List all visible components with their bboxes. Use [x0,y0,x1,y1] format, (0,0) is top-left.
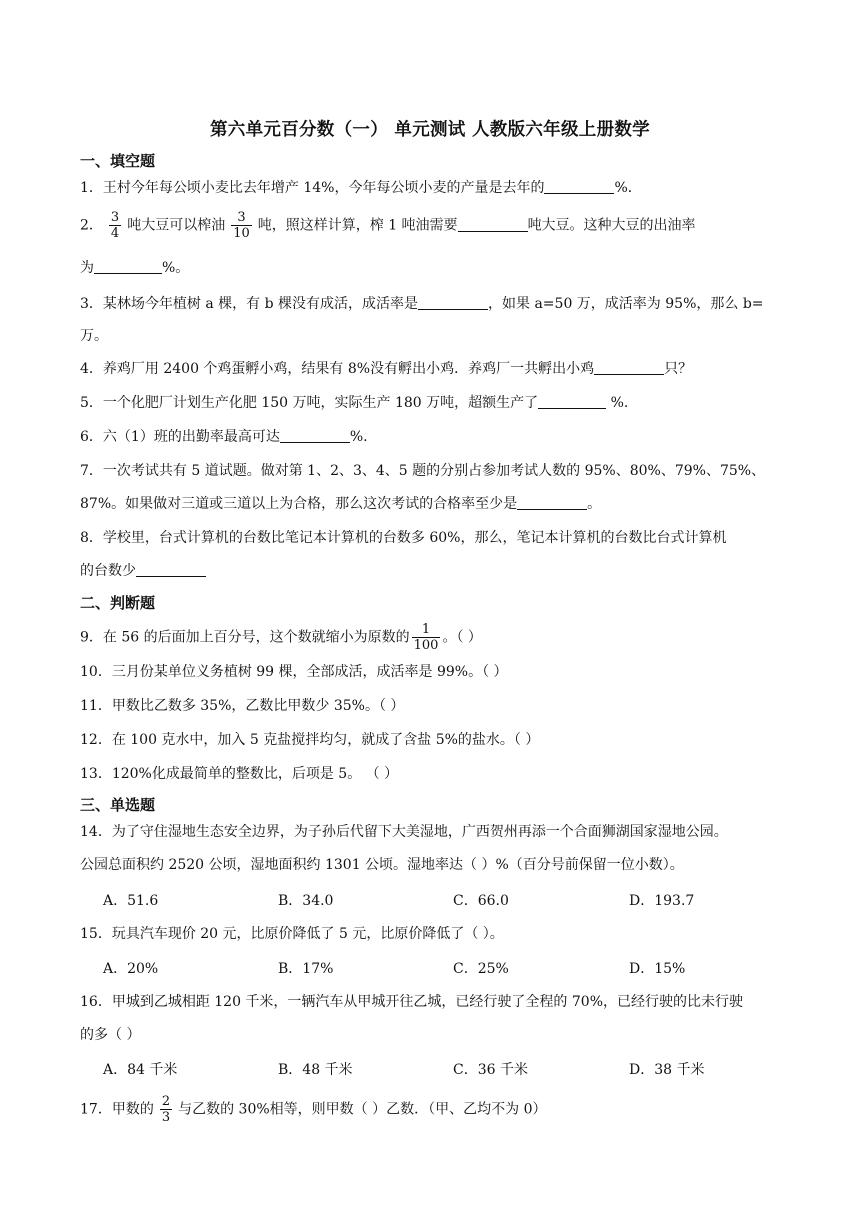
fraction-numerator: 3 [110,210,120,225]
q7-text: 87%。如果做对三道或三道以上为合格，那么这次考试的合格率至少是 [80,496,518,512]
answer-blank[interactable] [594,360,664,375]
q4-text: 4．养鸡厂用 2400 个鸡蛋孵小鸡，结果有 8%没有孵出小鸡．养鸡厂一共孵出小鸡 [80,361,595,377]
q2-text: 吨，照这样计算，榨 1 吨油需要 [257,217,458,234]
page-title: 第六单元百分数（一） 单元测试 人教版六年级上册数学 [210,120,650,140]
question-14: 14．为了守住湿地生态安全边界，为子孙后代留下大美湿地，广西贺州再添一个合面狮湖国家湿地公园。 [80,824,728,840]
q7-text: 。 [587,496,602,512]
question-13: 13．120%化成最简单的整数比，后项是 5。 （ ） [80,766,399,782]
q9-text: 9．在 56 的后面加上百分号，这个数就缩小为原数的 [80,629,410,646]
answer-blank[interactable] [280,428,350,443]
question-10: 10．三月份某单位义务植树 99 棵，全部成活，成活率是 99%。（ ） [80,664,508,680]
fraction [109,210,121,241]
q17-text: 17．甲数的 [80,1101,154,1118]
question-6 [80,427,815,447]
option-c[interactable]: C．36 千米 [453,1062,528,1078]
q9-text: 。（ ） [442,629,482,646]
fraction-denominator: 10 [233,226,250,241]
question-8-cont [80,561,815,581]
q8-text: 的台数少 [80,563,136,579]
q4-text: 只？ [664,361,693,377]
question-7-cont [80,494,815,514]
q2-text: 吨大豆可以榨油 [127,217,226,234]
question-17 [80,1094,815,1125]
question-2-cont [80,258,815,278]
option-a[interactable]: A．51.6 [103,893,159,909]
answer-blank[interactable] [94,259,162,274]
q5-text: %. [606,395,629,411]
question-3-cont: 万。 [80,328,108,344]
q1-text-end: %． [614,180,642,196]
question-3 [80,294,815,314]
question-4 [80,359,815,379]
option-c[interactable]: C．25% [453,961,509,977]
fraction-numerator: 3 [237,210,246,225]
q3-text: 3．某林场今年植树 a 棵，有 b 棵没有成活，成活率是 [80,296,419,312]
q1-text: 1．王村今年每公顷小麦比去年增产 14%，今年每公顷小麦的产量是去年的 [80,180,545,196]
question-1 [80,178,815,198]
question-16: 16．甲城到乙城相距 120 千米，一辆汽车从甲城开往乙城，已经行驶了全程的 70%，已经行驶的比未行驶 [80,994,744,1010]
section-true-false: 二、判断题 [80,594,156,612]
q6-text: 6．六（1）班的出勤率最高可达 [80,429,280,445]
fraction-denominator: 100 [413,638,439,653]
question-11: 11．甲数比乙数多 35%，乙数比甲数少 35%。（ ） [80,698,405,714]
q6-text: %. [349,429,368,445]
answer-blank[interactable] [517,495,587,510]
question-16-cont: 的多（ ） [80,1027,141,1043]
option-d[interactable]: D．38 千米 [629,1062,705,1078]
q5-text: 5．一个化肥厂计划生产化肥 150 万吨，实际生产 180 万吨，超额生产了 [80,395,539,411]
q2-text: 为 [80,260,94,276]
answer-blank[interactable] [136,562,206,577]
option-d[interactable]: D．193.7 [629,893,695,909]
answer-blank[interactable] [544,179,614,194]
fraction-numerator: 1 [421,622,431,637]
option-d[interactable]: D．15% [629,961,686,977]
fraction-denominator: 4 [110,226,120,241]
question-14-cont: 公园总面积约 2520 公顷，湿地面积约 1301 公顷。湿地率达（ ）%（百分号前保留一位小数）。 [80,857,684,873]
section-fill-in: 一、填空题 [80,152,156,170]
fraction [231,210,252,241]
q3-text: ，如果 a=50 万，成活率为 95%，那么 b= [488,296,764,312]
question-12: 12．在 100 克水中，加入 5 克盐搅拌均匀，就成了含盐 5%的盐水。（ ） [80,732,540,748]
option-b[interactable]: B．17% [278,961,334,977]
option-a[interactable]: A．84 千米 [103,1062,178,1078]
option-b[interactable]: B．34.0 [278,893,334,909]
question-2 [80,210,815,241]
question-15: 15．玩具汽车现价 20 元，比原价降低了 5 元，比原价降低了（ ）。 [80,926,504,942]
question-7: 7．一次考试共有 5 道试题。做对第 1、2、3、4、5 题的分别占参加考试人数的 95%、80%、79%、75%、 [80,463,766,479]
fraction [160,1094,172,1125]
q2-text: 吨大豆。这种大豆的出油率 [527,217,696,234]
option-b[interactable]: B．48 千米 [278,1062,353,1078]
question-5 [80,393,815,413]
answer-blank[interactable] [418,295,488,310]
fraction-numerator: 2 [161,1094,171,1109]
answer-blank[interactable] [538,394,606,409]
question-9 [80,622,815,653]
fraction [412,622,441,653]
q2-text: %。 [162,260,190,276]
option-c[interactable]: C．66.0 [453,893,509,909]
answer-blank[interactable] [458,217,528,232]
fraction-denominator: 3 [161,1110,171,1125]
q17-text: 与乙数的 30%相等，则甲数（ ）乙数．（甲、乙均不为 0） [178,1101,547,1118]
option-a[interactable]: A．20% [103,961,159,977]
q2-number: 2． [80,217,103,234]
section-single-choice: 三、单选题 [80,796,156,814]
question-8: 8．学校里，台式计算机的台数比笔记本计算机的台数多 60%，那么，笔记本计算机的台数比台式计算机 [80,530,727,546]
